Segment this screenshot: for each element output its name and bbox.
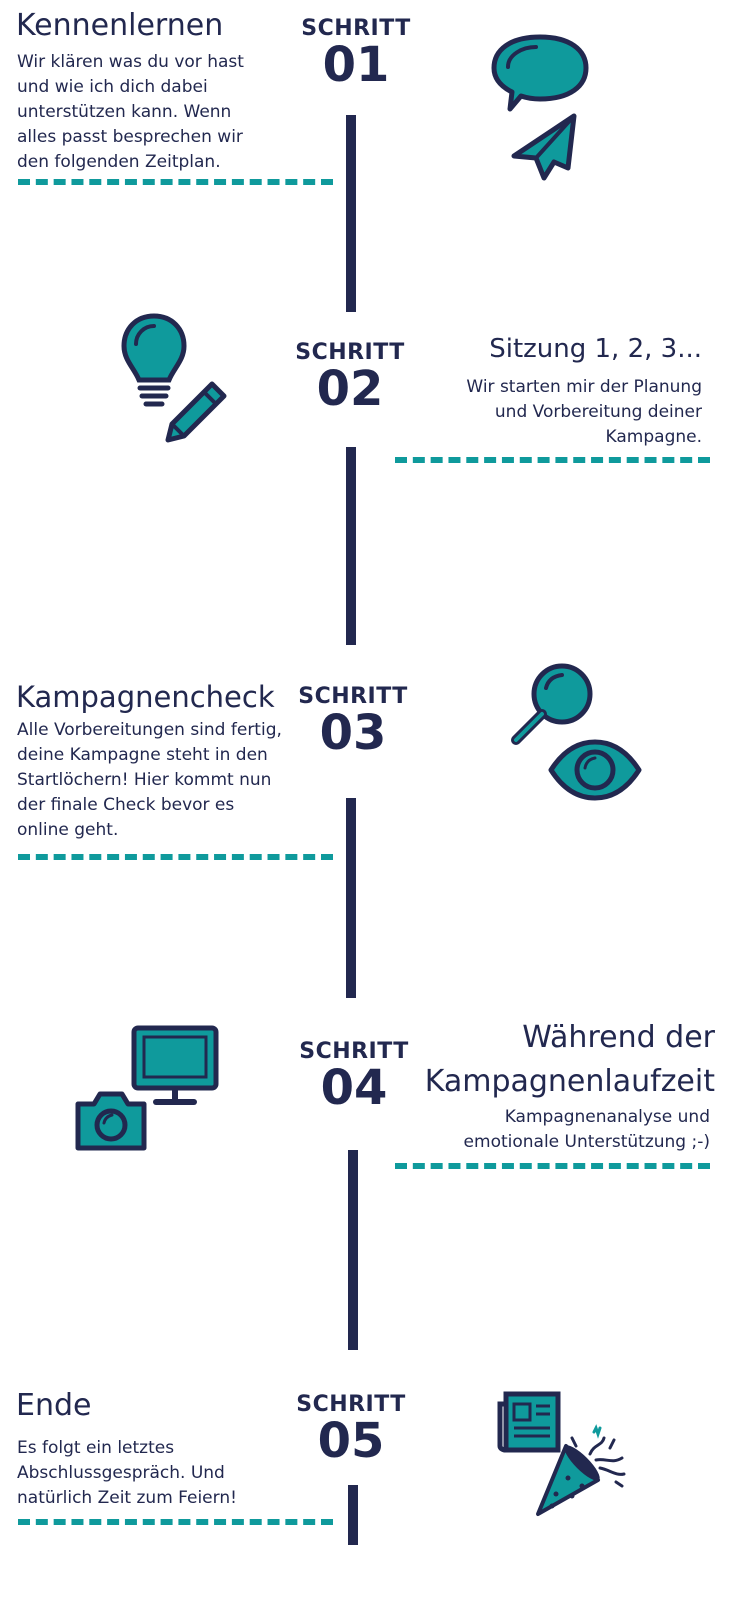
timeline-segment-3 (346, 798, 356, 998)
step-5-number: 05 (317, 1413, 385, 1469)
step-2-number: 02 (316, 361, 384, 417)
timeline-segment-5 (348, 1485, 358, 1545)
camera-icon (74, 1090, 148, 1152)
step-1-label: SCHRITT (301, 16, 411, 41)
step-5-text: Es folgt ein letztes Abschlussgespräch. Und natürlich Zeit zum Feiern! (17, 1438, 237, 1508)
step-1-divider (18, 179, 333, 185)
step-3-text: Alle Vorbereitungen sind fertig, deine Kampagne steht in den Startlöchern! Hier kommt nun der finale Check bevor es online geht. (17, 720, 282, 840)
magnifier-icon (506, 660, 600, 750)
paper-plane-icon (510, 112, 582, 184)
step-2-marker (285, 340, 415, 417)
step-2-divider (395, 457, 710, 463)
step-2-text: Wir starten mir der Planung und Vorbereitung deiner Kampagne. (466, 377, 702, 447)
party-popper-icon (532, 1424, 632, 1520)
step-5-divider (18, 1519, 333, 1525)
step-3-divider (18, 854, 333, 860)
timeline-segment-1 (346, 115, 356, 312)
speech-bubble-icon (490, 33, 590, 115)
step-3-marker (288, 684, 418, 761)
step-4-number: 04 (320, 1060, 388, 1116)
step-4-label: SCHRITT (299, 1039, 409, 1064)
step-1-title: Kennenlernen (16, 8, 224, 43)
step-5-marker (286, 1392, 416, 1469)
step-2-label: SCHRITT (295, 340, 405, 365)
timeline-segment-4 (348, 1150, 358, 1350)
step-4-title: Während der Kampagnenlaufzeit (424, 1020, 715, 1099)
pencil-icon (160, 378, 230, 448)
step-3-number: 03 (319, 705, 387, 761)
step-5-label: SCHRITT (296, 1392, 406, 1417)
step-4-divider (395, 1163, 710, 1169)
step-4-text: Kampagnenanalyse und emotionale Unterstützung ;-) (463, 1107, 710, 1152)
step-2-title: Sitzung 1, 2, 3... (489, 334, 702, 364)
timeline-segment-2 (346, 447, 356, 645)
step-1-text: Wir klären was du vor hast und wie ich dich dabei unterstützen kann. Wenn alles passt besprechen wir den folgenden Zeitplan. (17, 52, 244, 172)
eye-icon (547, 738, 643, 802)
step-3-label: SCHRITT (298, 684, 408, 709)
step-3-title: Kampagnencheck (16, 680, 275, 714)
step-5-title: Ende (16, 1388, 92, 1423)
step-1-marker (291, 16, 421, 93)
step-1-number: 01 (322, 37, 390, 93)
